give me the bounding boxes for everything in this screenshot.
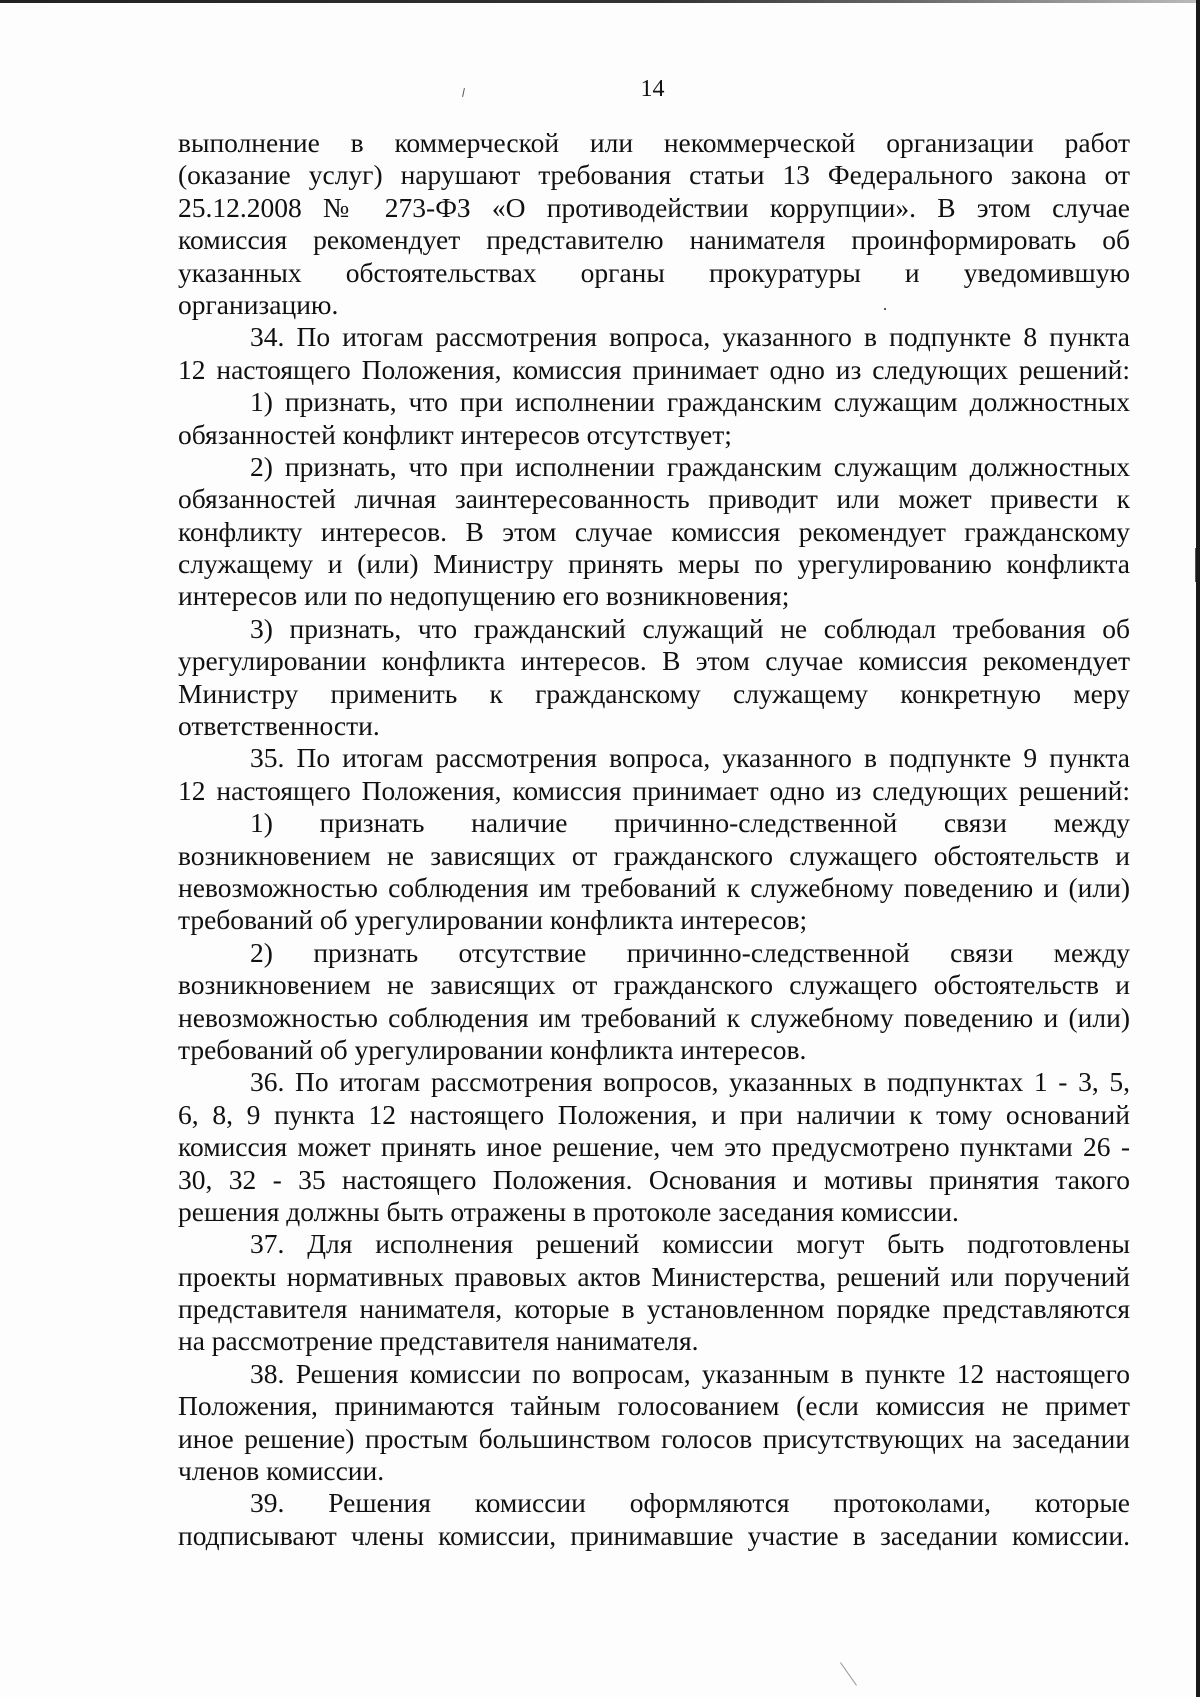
text-line: 1) признать, что при исполнении гражданским служащим должностных xyxy=(250,386,1130,418)
text-line: требований об урегулировании конфликта интересов; xyxy=(178,904,808,936)
text-line: 3) признать, что гражданский служащий не соблюдал требования об xyxy=(250,612,1130,644)
text-line: возникновением не зависящих от гражданского служащего обстоятельств и xyxy=(178,839,1130,871)
scan-right-edge xyxy=(1196,0,1200,1697)
text-line: обязанностей личная заинтересованность приводит или может привести к xyxy=(178,483,1130,515)
page-number: 14 xyxy=(640,76,665,102)
text-line: возникновением не зависящих от гражданского служащего обстоятельств и xyxy=(178,969,1130,1001)
text-line: 30, 32 - 35 настоящего Положения. Основания и мотивы принятия такого xyxy=(178,1163,1130,1195)
text-line: 2) признать, что при исполнении гражданским служащим должностных xyxy=(250,450,1130,482)
scan-top-edge xyxy=(0,0,1200,3)
text-line: указанных обстоятельствах органы прокуратуры и уведомившую xyxy=(178,256,1130,288)
text-line: обязанностей конфликт интересов отсутствует; xyxy=(178,418,732,450)
text-line: 12 настоящего Положения, комиссия принимает одно из следующих решений: xyxy=(178,353,1130,385)
scan-speck xyxy=(840,1662,857,1686)
text-line: 35. По итогам рассмотрения вопроса, указанного в подпункте 9 пункта xyxy=(250,742,1130,774)
text-line: организацию. xyxy=(178,288,339,320)
text-line: членов комиссии. xyxy=(178,1455,385,1487)
text-line: проекты нормативных правовых актов Министерства, решений или поручений xyxy=(178,1260,1130,1292)
text-line: иное решение) простым большинством голосов присутствующих на заседании xyxy=(178,1422,1130,1454)
text-line: интересов или по недопущению его возникновения; xyxy=(178,580,790,612)
text-line: (оказание услуг) нарушают требования статьи 13 Федерального закона от xyxy=(178,159,1130,191)
text-line: комиссия может принять иное решение, чем это предусмотрено пунктами 26 - xyxy=(178,1131,1130,1163)
text-line: 39. Решения комиссии оформляются протоколами, которые xyxy=(250,1487,1130,1519)
text-line: требований об урегулировании конфликта интересов. xyxy=(178,1033,807,1065)
text-line: 37. Для исполнения решений комиссии могут быть подготовлены xyxy=(250,1228,1130,1260)
document-body xyxy=(178,127,1130,1552)
text-line: решения должны быть отражены в протоколе заседания комиссии. xyxy=(178,1195,959,1227)
text-line: урегулировании конфликта интересов. В этом случае комиссия рекомендует xyxy=(178,645,1130,677)
text-line: служащему и (или) Министру принять меры по урегулированию конфликта xyxy=(178,548,1130,580)
text-line: 12 настоящего Положения, комиссия принимает одно из следующих решений: xyxy=(178,774,1130,806)
text-line: 25.12.2008 № 273-ФЗ «О противодействии коррупции». В этом случае xyxy=(178,191,1130,223)
text-line: выполнение в коммерческой или некоммерческой организации работ xyxy=(178,127,1130,158)
text-line: конфликту интересов. В этом случае комиссия рекомендует гражданскому xyxy=(178,515,1130,547)
text-line: 6, 8, 9 пункта 12 настоящего Положения, и при наличии к тому оснований xyxy=(178,1098,1130,1130)
scan-speck xyxy=(1195,548,1196,582)
text-line: 34. По итогам рассмотрения вопроса, указанного в подпункте 8 пункта xyxy=(250,321,1130,353)
text-line: подписывают члены комиссии, принимавшие участие в заседании комиссии. xyxy=(178,1519,1130,1551)
text-line: Положения, принимаются тайным голосованием (если комиссия не примет xyxy=(178,1390,1130,1422)
text-line: невозможностью соблюдения им требований к служебному поведению и (или) xyxy=(178,1001,1130,1033)
text-line: на рассмотрение представителя нанимателя. xyxy=(178,1325,699,1357)
text-line: 38. Решения комиссии по вопросам, указанным в пункте 12 настоящего xyxy=(250,1357,1130,1389)
text-line: 36. По итогам рассмотрения вопросов, указанных в подпунктах 1 - 3, 5, xyxy=(250,1066,1130,1098)
text-line: комиссия рекомендует представителю нанимателя проинформировать об xyxy=(178,224,1130,256)
text-line: 2) признать отсутствие причинно-следственной связи между xyxy=(250,936,1130,968)
text-line: невозможностью соблюдения им требований к служебному поведению и (или) xyxy=(178,871,1130,903)
text-line: 1) признать наличие причинно-следственной связи между xyxy=(250,807,1130,839)
text-line: ответственности. xyxy=(178,710,380,742)
text-line: Министру применить к гражданскому служащему конкретную меру xyxy=(178,677,1130,709)
text-line: представителя нанимателя, которые в установленном порядке представляются xyxy=(178,1293,1130,1325)
